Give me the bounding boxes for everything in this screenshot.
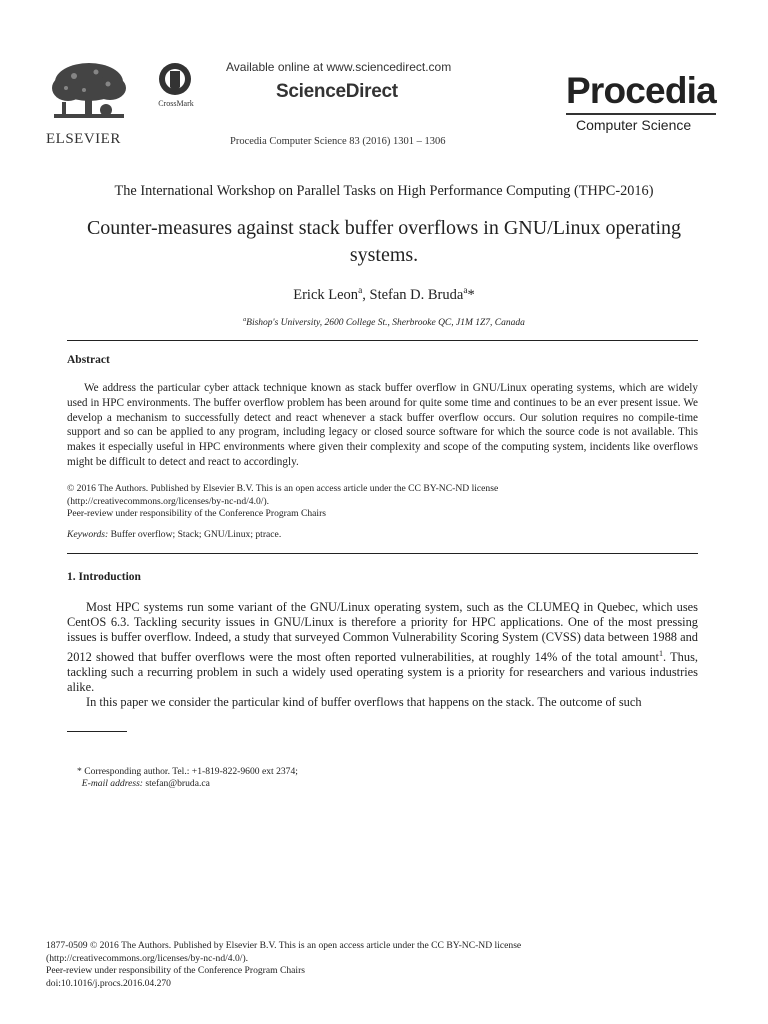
license-link[interactable]: (http://creativecommons.org/licenses/by-nc-nd/4.0/). xyxy=(67,495,270,507)
intro-body xyxy=(67,600,698,711)
author-name: Erick Leon xyxy=(293,286,359,303)
available-online-text: Available online at www.sciencedirect.com xyxy=(226,60,452,74)
workshop-name: The International Workshop on Parallel Tasks on High Performance Computing (THPC-2016) xyxy=(114,183,654,199)
email-label: E-mail address: xyxy=(81,778,143,789)
corresponding-mark: * xyxy=(467,286,475,303)
section-divider xyxy=(67,553,698,554)
publisher-name: ELSEVIER xyxy=(46,131,121,147)
section-divider xyxy=(67,340,698,341)
sciencedirect-logo[interactable]: ScienceDirect xyxy=(276,81,398,102)
footnote xyxy=(77,766,298,790)
paragraph-text: Most HPC systems run some variant of the GNU/Linux operating system, such as the CLUMEQ in Quebec, which uses CentOS 6.3. Tackling security issues in GNU/Linux is therefore a priority for HPC applications. One of the most pressing issues is buffer overflow. Indeed, a study that surveyed Common Vulnerability Scoring System (CVSS) data between 1988 and 2012 showed that buffer overflows were the most often reported vulnerabilities, at roughly 14% of the total amount xyxy=(67,600,698,664)
peer-review-line: Peer-review under responsibility of the Conference Program Chairs xyxy=(67,508,327,520)
abstract-heading: Abstract xyxy=(67,354,110,366)
footnote-divider xyxy=(67,731,127,732)
author-name: Stefan D. Bruda xyxy=(369,286,464,303)
paragraph: In this paper we consider the particular kind of buffer overflows that happens on the stack. The outcome of such xyxy=(86,695,642,710)
paragraph xyxy=(67,600,698,695)
authors-line xyxy=(0,286,768,304)
issn-copyright: 1877-0509 © 2016 The Authors. Published by Elsevier B.V. This is an open access article under the CC BY-NC-ND license xyxy=(46,940,522,951)
keywords-label: Keywords: xyxy=(67,529,109,540)
footnote-ref: 1 xyxy=(658,648,663,658)
abstract-text: We address the particular cyber attack technique known as stack buffer overflow in GNU/Linux operating systems, which are widely used in HPC environments. The buffer overflow problem has been around for quite some time and continues to be an ever present issue. We develop a mechanism to successfully detect and react whenever a stack buffer overflow occurs. Our solution requires no compile-time support and so can be applied to any program, including legacy or closed source software for which the source code is not available. This makes it especially useful in HPC environments where given their complexity and scope of the computing system, incidents like overflows might be difficult to detect and react to accordingly. xyxy=(67,382,698,468)
copyright-notice xyxy=(67,483,698,521)
keywords-text: Buffer overflow; Stack; GNU/Linux; ptrace. xyxy=(108,529,282,540)
procedia-subtitle: Computer Science xyxy=(576,117,692,133)
paper-title: Counter-measures against stack buffer overflows in GNU/Linux operating systems. xyxy=(86,217,682,266)
affiliation-text: Bishop's University, 2600 College St., Sherbrooke QC, J1M 1Z7, Canada xyxy=(246,318,525,329)
journal-reference: Procedia Computer Science 83 (2016) 1301 – 1306 xyxy=(230,136,446,147)
affiliation-mark: a xyxy=(358,286,363,296)
doi[interactable]: doi:10.1016/j.procs.2016.04.270 xyxy=(46,977,171,989)
affiliation-mark: a xyxy=(243,317,247,323)
procedia-logo: Procedia xyxy=(566,70,716,111)
email-line xyxy=(77,778,298,790)
license-link[interactable]: (http://creativecommons.org/licenses/by-nc-nd/4.0/). xyxy=(46,952,249,964)
section-heading: 1. Introduction xyxy=(67,571,141,583)
email-address[interactable]: stefan@bruda.ca xyxy=(143,778,210,789)
copyright-line: © 2016 The Authors. Published by Elsevier B.V. This is an open access article under the CC BY-NC-ND license xyxy=(67,483,499,494)
page-footer xyxy=(46,940,726,990)
corresponding-author: * Corresponding author. Tel.: +1-819-822-9600 ext 2374; xyxy=(77,766,298,777)
affiliation-mark: a xyxy=(463,286,468,296)
crossmark-label: CrossMark xyxy=(158,99,194,108)
keywords-line xyxy=(67,529,281,540)
affiliation xyxy=(0,317,768,328)
author-separator: , xyxy=(362,286,370,303)
peer-review-line: Peer-review under responsibility of the Conference Program Chairs xyxy=(46,965,306,977)
paragraph-text: . Thus, tackling such a recurring problem in such a widely used operating system is a priority for researchers and various industries alike. xyxy=(67,649,698,695)
